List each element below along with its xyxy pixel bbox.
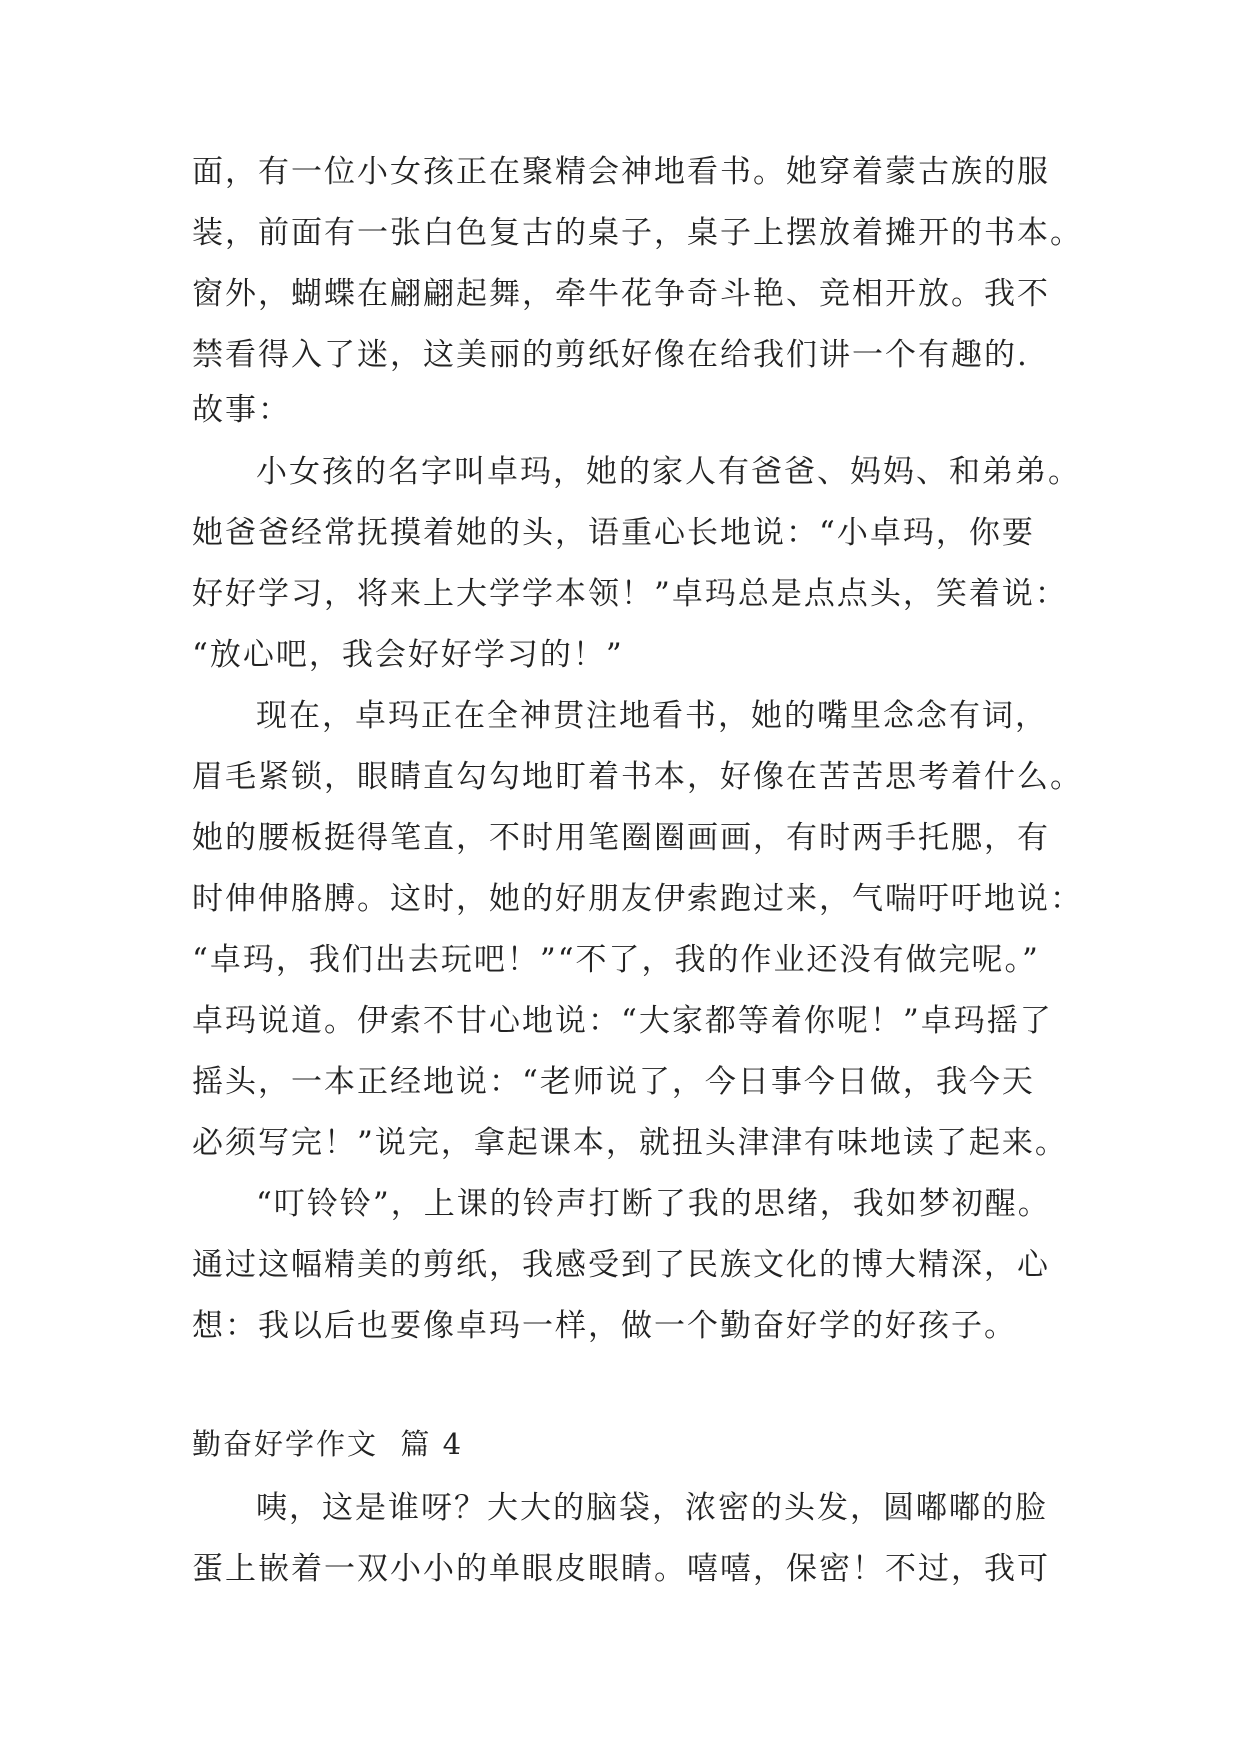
text-line: 窗外，蝴蝶在翩翩起舞，牵牛花争奇斗艳、竞相开放。我不 [192, 276, 1050, 312]
section-heading: 勤奋好学作文 篇 4 [192, 1427, 464, 1461]
text-line: 通过这幅精美的剪纸，我感受到了民族文化的博大精深，心 [192, 1247, 1050, 1283]
text-line: 蛋上嵌着一双小小的单眼皮眼睛。嘻嘻，保密！不过，我可 [192, 1551, 1050, 1587]
text-line: 摇头，一本正经地说：“老师说了，今日事今日做，我今天 [192, 1064, 1035, 1100]
text-line: 必须写完！”说完，拿起课本，就扭头津津有味地读了起来。 [192, 1125, 1068, 1161]
text-line: 时伸伸胳膊。这时，她的好朋友伊索跑过来，气喘吁吁地说： [192, 881, 1083, 917]
text-line: 她爸爸经常抚摸着她的头，语重心长地说：“小卓玛，你要 [192, 515, 1035, 551]
paragraph-first-line: “叮铃铃”，上课的铃声打断了我的思绪，我如梦初醒。 [256, 1186, 1051, 1222]
text-line: 装，前面有一张白色复古的桌子，桌子上摆放着摊开的书本。 [192, 215, 1083, 251]
paragraph-first-line: 现在，卓玛正在全神贯注地看书，她的嘴里念念有词， [256, 698, 1048, 734]
text-line: 想：我以后也要像卓玛一样，做一个勤奋好学的好孩子。 [192, 1308, 1017, 1344]
paragraph-first-line: 咦，这是谁呀？大大的脑袋，浓密的头发，圆嘟嘟的脸 [256, 1490, 1048, 1526]
text-line: 禁看得入了迷，这美丽的剪纸好像在给我们讲一个有趣的. [192, 337, 1029, 373]
text-line: 卓玛说道。伊索不甘心地说：“大家都等着你呢！”卓玛摇了 [192, 1003, 1053, 1039]
text-line: 她的腰板挺得笔直，不时用笔圈圈画画，有时两手托腮，有 [192, 820, 1050, 856]
text-line: 面，有一位小女孩正在聚精会神地看书。她穿着蒙古族的服 [192, 154, 1050, 190]
text-line: 故事： [192, 392, 291, 428]
text-line: “卓玛，我们出去玩吧！”“不了，我的作业还没有做完呢。” [192, 942, 1040, 978]
text-line: 好好学习，将来上大学学本领！”卓玛总是点点头，笑着说： [192, 576, 1068, 612]
text-line: “放心吧，我会好好学习的！” [192, 637, 624, 673]
paragraph-first-line: 小女孩的名字叫卓玛，她的家人有爸爸、妈妈、和弟弟。 [256, 454, 1081, 490]
text-line: 眉毛紧锁，眼睛直勾勾地盯着书本，好像在苦苦思考着什么。 [192, 759, 1083, 795]
